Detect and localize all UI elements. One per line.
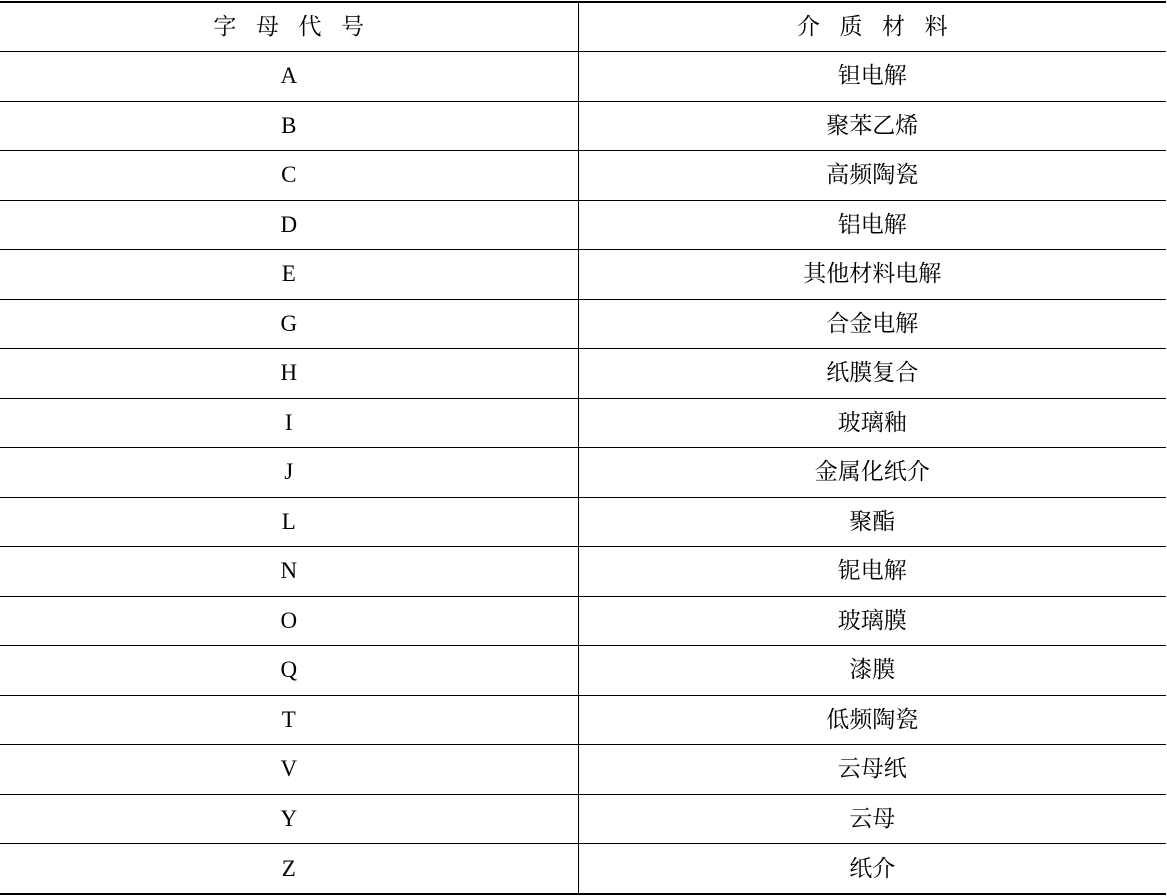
header-dielectric-material: 介质材料 <box>578 2 1166 52</box>
table-row <box>0 497 1166 547</box>
table-row <box>0 596 1166 646</box>
table-row <box>0 101 1166 151</box>
table-header-row <box>0 2 1166 52</box>
letter-code-cell: O <box>0 596 578 646</box>
material-cell: 钽电解 <box>578 52 1166 102</box>
letter-code-cell: Q <box>0 646 578 696</box>
material-cell: 金属化纸介 <box>578 448 1166 498</box>
table-row <box>0 299 1166 349</box>
table-row <box>0 151 1166 201</box>
material-cell: 漆膜 <box>578 646 1166 696</box>
letter-code-cell: L <box>0 497 578 547</box>
material-cell: 铌电解 <box>578 547 1166 597</box>
letter-code-cell: I <box>0 398 578 448</box>
material-cell: 纸膜复合 <box>578 349 1166 399</box>
header-letter-code: 字母代号 <box>0 2 578 52</box>
letter-code-cell: H <box>0 349 578 399</box>
letter-code-cell: E <box>0 250 578 300</box>
table-row <box>0 844 1166 894</box>
material-cell: 铝电解 <box>578 200 1166 250</box>
material-cell: 合金电解 <box>578 299 1166 349</box>
letter-code-cell: T <box>0 695 578 745</box>
material-cell: 玻璃釉 <box>578 398 1166 448</box>
letter-code-cell: J <box>0 448 578 498</box>
material-cell: 其他材料电解 <box>578 250 1166 300</box>
letter-code-cell: A <box>0 52 578 102</box>
table-row <box>0 448 1166 498</box>
material-cell: 高频陶瓷 <box>578 151 1166 201</box>
table-row <box>0 200 1166 250</box>
material-cell: 聚酯 <box>578 497 1166 547</box>
letter-code-cell: D <box>0 200 578 250</box>
material-cell: 聚苯乙烯 <box>578 101 1166 151</box>
letter-code-cell: B <box>0 101 578 151</box>
letter-code-cell: V <box>0 745 578 795</box>
capacitor-dielectric-code-table <box>0 1 1166 895</box>
material-cell: 云母纸 <box>578 745 1166 795</box>
letter-code-cell: C <box>0 151 578 201</box>
table-row <box>0 547 1166 597</box>
material-cell: 玻璃膜 <box>578 596 1166 646</box>
material-cell: 纸介 <box>578 844 1166 894</box>
table-row <box>0 349 1166 399</box>
letter-code-cell: N <box>0 547 578 597</box>
table-row <box>0 250 1166 300</box>
letter-code-cell: Z <box>0 844 578 894</box>
table-row <box>0 398 1166 448</box>
table-row <box>0 745 1166 795</box>
material-cell: 云母 <box>578 794 1166 844</box>
material-cell: 低频陶瓷 <box>578 695 1166 745</box>
table-row <box>0 695 1166 745</box>
table-row <box>0 646 1166 696</box>
table-row <box>0 52 1166 102</box>
letter-code-cell: G <box>0 299 578 349</box>
letter-code-cell: Y <box>0 794 578 844</box>
table-row <box>0 794 1166 844</box>
